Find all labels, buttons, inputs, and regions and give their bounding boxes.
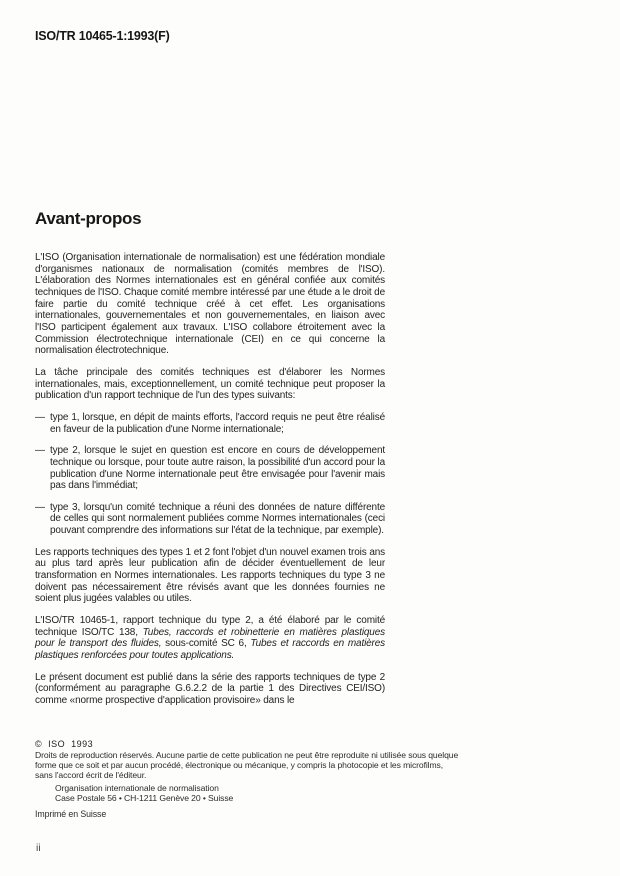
dash-marker: —: [35, 411, 45, 423]
foreword-section: [35, 209, 385, 717]
paragraph-review-policy: Les rapports techniques des types 1 et 2 font l'objet d'un nouvel examen trois ans au plus tard après leur publication afin de décider éventuellement de leur transformation en Normes internationales. Les rapports techniques du type 3 ne doivent pas nécessairement être révisés avant que les données fournies ne soient plus jugées valables ou utiles.: [35, 546, 385, 605]
printed-in-notice: Imprimé en Suisse: [35, 808, 107, 819]
list-item-type-1-text: type 1, lorsque, en dépit de maints efforts, l'accord requis ne peut être réalisé en faveur de la publication d'une Norme internationale;: [50, 411, 385, 435]
dash-marker: —: [35, 445, 45, 457]
subcommittee-label: sous-comité SC 6,: [161, 638, 251, 650]
paragraph-committee-origin: [35, 615, 385, 662]
paragraph-committee-task: La tâche principale des comités techniques est d'élaborer les Normes internationales, mais, exceptionnellement, un comité technique peut proposer la publication d'un rapport technique de l'un des types suivants:: [35, 366, 385, 402]
section-title: Avant-propos: [35, 209, 142, 228]
copyright-block: [35, 739, 459, 819]
list-item-type-2: [35, 445, 385, 492]
list-item-type-3-text: type 3, lorsqu'un comité technique a réuni des données de nature différente de celles qui sont normalement publiées comme Normes internationales (ceci pouvant comprendre des informations sur l'état de la technique, par exemple).: [50, 501, 385, 537]
publisher-address: Case Postale 56 • CH-1211 Genève 20 • Suisse: [55, 793, 234, 804]
publisher-address-block: [55, 784, 459, 804]
rights-notice: Droits de reproduction réservés. Aucune partie de cette publication ne peut être reproduite ni utilisée sous quelque forme que ce soit et par aucun procédé, électronique ou mécanique, y compris la photocopie et les microfilms, sans l'accord écrit de l'éditeur.: [35, 750, 459, 780]
paragraph-iso-intro: L'ISO (Organisation internationale de normalisation) est une fédération mondiale d'organismes nationaux de normalisation (comités membres de l'ISO). L'élaboration des Normes internationales est en général confiée aux comités techniques de l'ISO. Chaque comité membre intéressé par une étude a le droit de faire partie du comité technique créé à cet effet. Les organisations internationales, gouvernementales et non gouvernementales, en liaison avec l'ISO participent également aux travaux. L'ISO collabore étroitement avec la Commission électrotechnique internationale (CEI) en ce qui concerne la normalisation électrotechnique.: [35, 252, 385, 357]
document-reference: ISO/TR 10465-1:1993(F): [35, 29, 170, 43]
dash-marker: —: [35, 501, 45, 513]
committee-title-sc6: Tubes et raccords en matières plastiques renforcées pour toutes applications.: [35, 638, 386, 662]
list-item-type-1: [35, 412, 385, 435]
committee-title-tc138: Tubes, raccords et robinetterie en matières plastiques pour le transport des fluides,: [35, 626, 385, 650]
committee-origin-text: L'ISO/TR 10465-1, rapport technique du type 2, a été élaboré par le comité technique ISO/TC 138,: [35, 615, 385, 638]
list-item-type-2-text: type 2, lorsque le sujet en question est encore en cours de développement technique ou lorsque, pour toute autre raison, la possibilité d'un accord pour la publication d'une Norme internationale peut être envisagée pour l'avenir mais pas dans l'immédiat;: [50, 445, 385, 492]
publisher-name: Organisation internationale de normalisation: [55, 783, 219, 794]
paragraph-publication-series: Le présent document est publié dans la série des rapports techniques de type 2 (conformément au paragraphe G.6.2.2 de la partie 1 des Directives CEI/ISO) comme «norme prospective d'application provisoire» dans le: [35, 671, 385, 706]
copyright-line: © ISO 1993: [35, 739, 94, 749]
page-number: ii: [36, 842, 41, 854]
list-item-type-3: [35, 502, 385, 537]
